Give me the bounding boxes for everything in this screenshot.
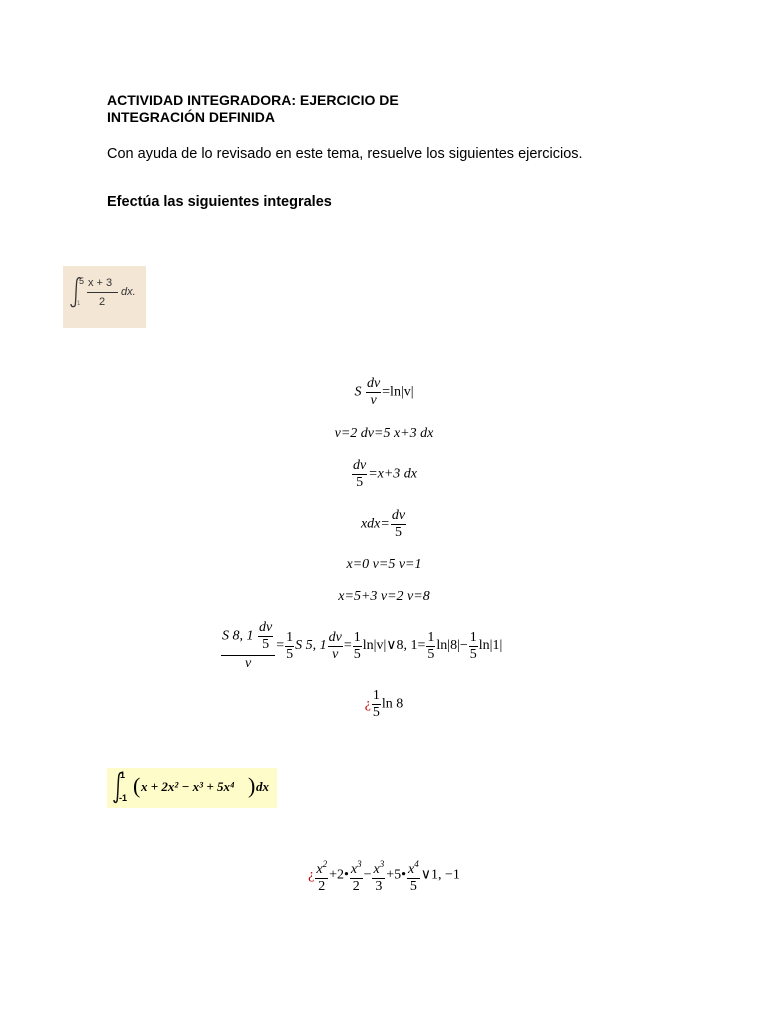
step-7-mid: S 5, 1 <box>295 638 327 654</box>
step-2: v=2 dv=5 x+3 dx <box>334 426 434 441</box>
step-7-frac-e-den: 5 <box>469 646 477 662</box>
step-8-mark: ¿ <box>364 696 371 712</box>
step-1-num: dv <box>366 376 381 391</box>
step-9-frac-4 <box>407 856 420 895</box>
step-9-frac-3 <box>372 856 385 895</box>
step-9-frac-4-num <box>407 856 420 879</box>
step-9-e3: 3 <box>357 859 362 869</box>
step-7-frac-b-den: v <box>332 646 339 662</box>
step-3-fraction <box>352 458 367 491</box>
step-8-den: 5 <box>372 705 380 720</box>
step-4-num: dv <box>391 508 406 523</box>
step-4-den: 5 <box>394 525 402 540</box>
step-1 <box>0 376 768 409</box>
step-7-frac-c-den: 5 <box>353 646 361 662</box>
page-title <box>107 92 399 126</box>
step-5: x=0 v=5 v=1 <box>346 557 422 572</box>
step-1-S: S <box>354 384 362 400</box>
step-7-top-den: 5 <box>262 637 270 652</box>
step-6: x=5+3 v=2 v=8 <box>338 589 430 604</box>
step-3 <box>0 458 768 491</box>
step-9-mark: ¿ <box>308 867 315 883</box>
step-9-x3b: x <box>373 862 380 877</box>
step-9-plus5: +5• <box>386 867 406 883</box>
integral-1-image <box>63 266 146 328</box>
step-8-rhs: ln 8 <box>381 696 404 712</box>
step-7-frac-a-den: 5 <box>286 646 294 662</box>
step-1-rhs: =ln|v| <box>382 384 414 400</box>
step-9-frac-3-num <box>372 856 385 879</box>
step-7-frac-c <box>353 630 362 663</box>
step-9-e2: 2 <box>322 859 328 869</box>
step-7-ln1b: ln|1| <box>478 638 503 654</box>
step-7-top-fraction <box>258 620 273 653</box>
step-7-ln8: ln|8|− <box>436 638 468 654</box>
step-9-x4: x <box>408 862 415 877</box>
step-9-plus2: +2• <box>329 867 349 883</box>
title-line-1: ACTIVIDAD INTEGRADORA: EJERCICIO DE <box>107 92 399 108</box>
step-8-fraction <box>372 688 381 721</box>
integral-2-image <box>107 768 277 808</box>
step-9-frac-1-den: 2 <box>318 879 326 894</box>
step-7-eq-2: = <box>343 638 352 654</box>
integral-1-denominator: 2 <box>99 296 106 308</box>
title-line-2: INTEGRACIÓN DEFINIDA <box>107 109 275 125</box>
step-7-frac-b-num: dv <box>328 629 342 645</box>
step-8-num: 1 <box>372 688 380 703</box>
intro-text: Con ayuda de lo revisado en este tema, resuelve los siguientes ejercicios. <box>107 146 583 162</box>
step-9-frac-3-den: 3 <box>375 879 383 894</box>
step-7-frac-d-num: 1 <box>427 629 435 645</box>
step-7-denominator: v <box>245 656 252 671</box>
step-1-den: v <box>370 393 377 408</box>
step-9-x3: x <box>350 862 358 877</box>
integral-2-integrand: x + 2x² − x³ + 5x⁴ <box>141 779 235 794</box>
step-7-frac-a-num: 1 <box>286 629 294 645</box>
step-3-rhs: =x+3 dx <box>368 466 418 482</box>
integral-2-upper: 1 <box>120 770 126 780</box>
step-9-minus: − <box>363 867 372 883</box>
step-9-tail: ∨1, −1 <box>420 867 460 883</box>
integral-2-left-paren: ( <box>133 773 141 798</box>
step-7 <box>220 620 502 672</box>
step-4 <box>0 508 768 541</box>
step-9-frac-2-den: 2 <box>352 879 360 894</box>
step-3-den: 5 <box>356 475 364 490</box>
step-7-frac-e-num: 1 <box>469 629 477 645</box>
step-7-frac-d <box>426 630 435 663</box>
step-7-eq: = <box>276 638 285 654</box>
integral-2-right-paren: ) <box>248 773 256 798</box>
step-9-frac-1-num <box>315 856 328 879</box>
step-9-e4: 4 <box>414 859 419 869</box>
integral-1-numerator: x + 3 <box>88 277 113 289</box>
step-4-lhs: xdx= <box>360 516 390 532</box>
integral-1-fraction-bar <box>87 292 118 293</box>
step-9 <box>0 856 768 895</box>
step-7-numerator <box>221 620 275 656</box>
step-9-frac-2 <box>350 856 363 895</box>
integral-1-differential: dx. <box>121 286 136 298</box>
step-7-frac-e <box>469 630 478 663</box>
step-7-frac-c-num: 1 <box>353 629 361 645</box>
step-4-fraction <box>391 508 406 541</box>
step-3-num: dv <box>352 458 367 473</box>
step-7-ln1: ln|v|∨8, 1= <box>362 638 426 654</box>
step-9-frac-4-den: 5 <box>409 879 417 894</box>
integral-1-upper: 5 <box>79 276 85 286</box>
step-9-e3b: 3 <box>379 859 385 869</box>
step-9-x2: x <box>316 862 323 877</box>
step-7-top-num: dv <box>259 620 273 635</box>
step-7-frac-b <box>328 630 343 663</box>
step-1-fraction <box>366 376 381 409</box>
integral-2-lower: -1 <box>119 793 128 803</box>
integral-2-differential: dx <box>256 779 269 794</box>
step-7-frac-d-den: 5 <box>427 646 435 662</box>
step-7-frac-a <box>285 630 294 663</box>
step-8 <box>0 688 768 721</box>
step-9-frac-1 <box>315 856 328 895</box>
section-subtitle: Efectúa las siguientes integrales <box>107 194 332 210</box>
integral-1-lower: 1 <box>77 301 81 307</box>
step-7-big-fraction <box>221 620 275 672</box>
step-7-top: S 8, 1 <box>222 628 254 644</box>
step-9-frac-2-num <box>350 856 363 879</box>
